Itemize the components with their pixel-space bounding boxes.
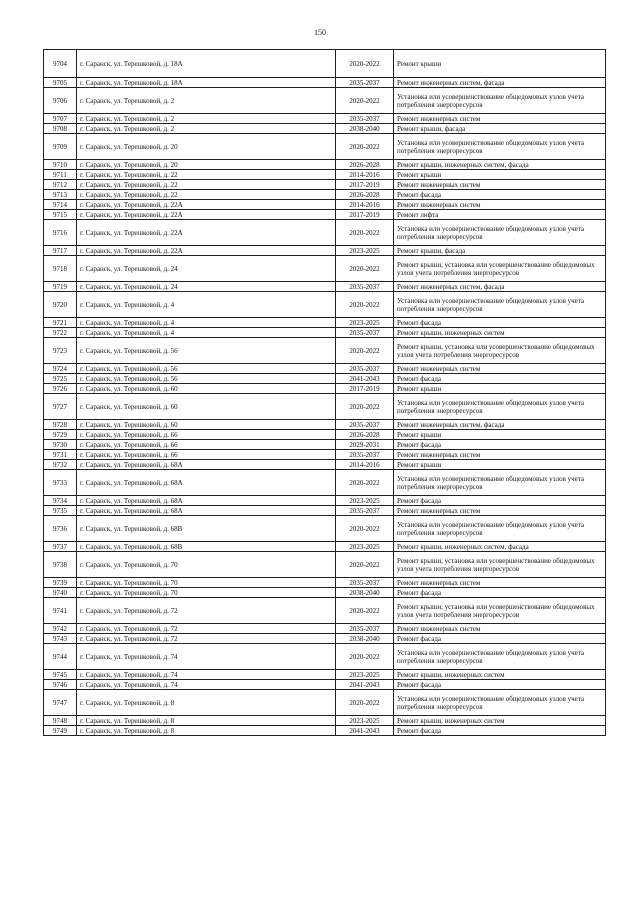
row-work-type: Ремонт фасада xyxy=(394,588,606,598)
row-number: 9718 xyxy=(44,256,77,282)
row-number: 9709 xyxy=(44,134,77,160)
row-period: 2020-2022 xyxy=(336,88,394,114)
row-work-type: Установка или усовершенствование общедомовых узлов учета потребления энергоресурсов xyxy=(394,644,606,670)
row-number: 9714 xyxy=(44,200,77,210)
row-number: 9739 xyxy=(44,578,77,588)
row-address: г. Саранск, ул. Терешковой, д. 56 xyxy=(77,374,336,384)
row-work-type: Ремонт инженерных систем xyxy=(394,506,606,516)
row-number: 9724 xyxy=(44,364,77,374)
row-work-type: Ремонт фасада xyxy=(394,680,606,690)
row-address: г. Саранск, ул. Терешковой, д. 4 xyxy=(77,318,336,328)
row-address: г. Саранск, ул. Терешковой, д. 2 xyxy=(77,88,336,114)
table-row xyxy=(44,624,606,634)
row-period: 2026-2028 xyxy=(336,160,394,170)
row-period: 2017-2019 xyxy=(336,384,394,394)
row-work-type: Ремонт крыши, установка или усовершенствование общедомовых узлов учета потребления энергоресурсов xyxy=(394,598,606,624)
row-work-type: Ремонт лифта xyxy=(394,210,606,220)
row-address: г. Саранск, ул. Терешковой, д. 22А xyxy=(77,246,336,256)
table-row xyxy=(44,328,606,338)
row-work-type: Ремонт инженерных систем xyxy=(394,364,606,374)
row-period: 2035-2037 xyxy=(336,328,394,338)
row-work-type: Ремонт крыши, установка или усовершенствование общедомовых узлов учета потребления энергоресурсов xyxy=(394,552,606,578)
row-work-type: Ремонт фасада xyxy=(394,318,606,328)
row-period: 2041-2043 xyxy=(336,726,394,736)
row-number: 9744 xyxy=(44,644,77,670)
table-row xyxy=(44,598,606,624)
table-row xyxy=(44,210,606,220)
table-row xyxy=(44,292,606,318)
row-period: 2035-2037 xyxy=(336,78,394,88)
row-period: 2041-2043 xyxy=(336,680,394,690)
row-period: 2035-2037 xyxy=(336,282,394,292)
row-number: 9738 xyxy=(44,552,77,578)
row-period: 2014-2016 xyxy=(336,170,394,180)
row-period: 2020-2022 xyxy=(336,552,394,578)
row-period: 2020-2022 xyxy=(336,644,394,670)
row-period: 2020-2022 xyxy=(336,50,394,78)
row-number: 9717 xyxy=(44,246,77,256)
row-period: 2023-2025 xyxy=(336,496,394,506)
row-address: г. Саранск, ул. Терешковой, д. 2 xyxy=(77,124,336,134)
row-number: 9747 xyxy=(44,690,77,716)
table-row xyxy=(44,670,606,680)
row-number: 9720 xyxy=(44,292,77,318)
table-row xyxy=(44,542,606,552)
row-work-type: Ремонт инженерных систем, фасада xyxy=(394,282,606,292)
table-row xyxy=(44,496,606,506)
row-number: 9729 xyxy=(44,430,77,440)
row-number: 9708 xyxy=(44,124,77,134)
row-number: 9737 xyxy=(44,542,77,552)
row-period: 2020-2022 xyxy=(336,394,394,420)
row-period: 2020-2022 xyxy=(336,256,394,282)
row-number: 9735 xyxy=(44,506,77,516)
row-work-type: Установка или усовершенствование общедомовых узлов учета потребления энергоресурсов xyxy=(394,220,606,246)
row-address: г. Саранск, ул. Терешковой, д. 68А xyxy=(77,506,336,516)
page-number: 150 xyxy=(314,28,326,37)
row-work-type: Ремонт фасада xyxy=(394,374,606,384)
table-row xyxy=(44,634,606,644)
row-address: г. Саранск, ул. Терешковой, д. 8 xyxy=(77,716,336,726)
row-address: г. Саранск, ул. Терешковой, д. 24 xyxy=(77,256,336,282)
row-number: 9730 xyxy=(44,440,77,450)
row-work-type: Ремонт крыши xyxy=(394,384,606,394)
row-work-type: Ремонт инженерных систем, фасада xyxy=(394,420,606,430)
row-work-type: Установка или усовершенствование общедомовых узлов учета потребления энергоресурсов xyxy=(394,134,606,160)
row-work-type: Ремонт крыши xyxy=(394,50,606,78)
row-work-type: Ремонт инженерных систем, фасада xyxy=(394,78,606,88)
table-row xyxy=(44,364,606,374)
row-period: 2035-2037 xyxy=(336,420,394,430)
table-row xyxy=(44,440,606,450)
row-address: г. Саранск, ул. Терешковой, д. 66 xyxy=(77,450,336,460)
row-address: г. Саранск, ул. Терешковой, д. 60 xyxy=(77,384,336,394)
table-row xyxy=(44,578,606,588)
table-row xyxy=(44,50,606,78)
row-number: 9741 xyxy=(44,598,77,624)
table-row xyxy=(44,180,606,190)
row-address: г. Саранск, ул. Терешковой, д. 56 xyxy=(77,364,336,374)
row-period: 2038-2040 xyxy=(336,634,394,644)
row-period: 2035-2037 xyxy=(336,578,394,588)
row-period: 2035-2037 xyxy=(336,450,394,460)
row-period: 2017-2019 xyxy=(336,210,394,220)
row-work-type: Ремонт крыши xyxy=(394,170,606,180)
row-address: г. Саранск, ул. Терешковой, д. 68А xyxy=(77,460,336,470)
row-work-type: Установка или усовершенствование общедомовых узлов учета потребления энергоресурсов xyxy=(394,292,606,318)
row-work-type: Ремонт крыши, инженерных систем, фасада xyxy=(394,160,606,170)
row-work-type: Установка или усовершенствование общедомовых узлов учета потребления энергоресурсов xyxy=(394,516,606,542)
row-number: 9719 xyxy=(44,282,77,292)
table-row xyxy=(44,552,606,578)
table-row xyxy=(44,246,606,256)
row-work-type: Ремонт инженерных систем xyxy=(394,624,606,634)
row-work-type: Ремонт инженерных систем xyxy=(394,450,606,460)
table-row xyxy=(44,190,606,200)
row-address: г. Саранск, ул. Терешковой, д. 60 xyxy=(77,394,336,420)
row-address: г. Саранск, ул. Терешковой, д. 74 xyxy=(77,680,336,690)
row-address: г. Саранск, ул. Терешковой, д. 4 xyxy=(77,292,336,318)
row-address: г. Саранск, ул. Терешковой, д. 72 xyxy=(77,598,336,624)
row-number: 9721 xyxy=(44,318,77,328)
row-period: 2035-2037 xyxy=(336,506,394,516)
row-work-type: Ремонт крыши, установка или усовершенствование общедомовых узлов учета потребления энергоресурсов xyxy=(394,338,606,364)
row-period: 2020-2022 xyxy=(336,598,394,624)
row-period: 2035-2037 xyxy=(336,364,394,374)
row-work-type: Ремонт крыши xyxy=(394,430,606,440)
row-period: 2017-2019 xyxy=(336,180,394,190)
row-period: 2035-2037 xyxy=(336,624,394,634)
row-number: 9740 xyxy=(44,588,77,598)
row-address: г. Саранск, ул. Терешковой, д. 72 xyxy=(77,634,336,644)
row-number: 9712 xyxy=(44,180,77,190)
row-number: 9733 xyxy=(44,470,77,496)
row-number: 9731 xyxy=(44,450,77,460)
table-row xyxy=(44,460,606,470)
table-row xyxy=(44,170,606,180)
table-row xyxy=(44,450,606,460)
row-address: г. Саранск, ул. Терешковой, д. 18А xyxy=(77,50,336,78)
row-number: 9745 xyxy=(44,670,77,680)
table-row xyxy=(44,338,606,364)
table-row xyxy=(44,282,606,292)
row-number: 9732 xyxy=(44,460,77,470)
row-address: г. Саранск, ул. Терешковой, д. 72 xyxy=(77,624,336,634)
row-number: 9706 xyxy=(44,88,77,114)
row-address: г. Саранск, ул. Терешковой, д. 70 xyxy=(77,552,336,578)
row-period: 2020-2022 xyxy=(336,134,394,160)
row-period: 2014-2016 xyxy=(336,200,394,210)
row-address: г. Саранск, ул. Терешковой, д. 22А xyxy=(77,220,336,246)
row-number: 9749 xyxy=(44,726,77,736)
row-number: 9722 xyxy=(44,328,77,338)
table-row xyxy=(44,394,606,420)
row-work-type: Ремонт инженерных систем xyxy=(394,578,606,588)
row-period: 2023-2025 xyxy=(336,670,394,680)
table-row xyxy=(44,420,606,430)
row-work-type: Ремонт фасада xyxy=(394,726,606,736)
row-address: г. Саранск, ул. Терешковой, д. 20 xyxy=(77,160,336,170)
row-address: г. Саранск, ул. Терешковой, д. 68В xyxy=(77,516,336,542)
row-address: г. Саранск, ул. Терешковой, д. 74 xyxy=(77,670,336,680)
row-work-type: Ремонт фасада xyxy=(394,440,606,450)
row-number: 9716 xyxy=(44,220,77,246)
row-number: 9728 xyxy=(44,420,77,430)
table-row xyxy=(44,160,606,170)
row-period: 2023-2025 xyxy=(336,318,394,328)
row-work-type: Установка или усовершенствование общедомовых узлов учета потребления энергоресурсов xyxy=(394,690,606,716)
row-period: 2035-2037 xyxy=(336,114,394,124)
row-work-type: Ремонт инженерных систем xyxy=(394,180,606,190)
row-period: 2038-2040 xyxy=(336,588,394,598)
row-number: 9711 xyxy=(44,170,77,180)
row-address: г. Саранск, ул. Терешковой, д. 8 xyxy=(77,690,336,716)
table-row xyxy=(44,134,606,160)
row-address: г. Саранск, ул. Терешковой, д. 68В xyxy=(77,542,336,552)
row-work-type: Ремонт крыши, инженерных систем, фасада xyxy=(394,542,606,552)
row-address: г. Саранск, ул. Терешковой, д. 22 xyxy=(77,180,336,190)
row-address: г. Саранск, ул. Терешковой, д. 18А xyxy=(77,78,336,88)
row-work-type: Установка или усовершенствование общедомовых узлов учета потребления энергоресурсов xyxy=(394,394,606,420)
row-period: 2041-2043 xyxy=(336,374,394,384)
row-number: 9734 xyxy=(44,496,77,506)
row-address: г. Саранск, ул. Терешковой, д. 22А xyxy=(77,210,336,220)
row-address: г. Саранск, ул. Терешковой, д. 4 xyxy=(77,328,336,338)
row-number: 9748 xyxy=(44,716,77,726)
row-address: г. Саранск, ул. Терешковой, д. 68А xyxy=(77,470,336,496)
row-number: 9725 xyxy=(44,374,77,384)
row-work-type: Ремонт крыши, инженерных систем xyxy=(394,670,606,680)
row-work-type: Ремонт крыши, фасада xyxy=(394,246,606,256)
table-row xyxy=(44,716,606,726)
row-work-type: Ремонт крыши, инженерных систем xyxy=(394,328,606,338)
table-row xyxy=(44,114,606,124)
row-number: 9746 xyxy=(44,680,77,690)
table-row xyxy=(44,470,606,496)
row-period: 2029-2031 xyxy=(336,440,394,450)
table-row xyxy=(44,516,606,542)
row-period: 2020-2022 xyxy=(336,292,394,318)
row-work-type: Ремонт фасада xyxy=(394,190,606,200)
row-period: 2014-2016 xyxy=(336,460,394,470)
row-period: 2020-2022 xyxy=(336,220,394,246)
row-number: 9707 xyxy=(44,114,77,124)
row-work-type: Ремонт фасада xyxy=(394,634,606,644)
row-period: 2020-2022 xyxy=(336,516,394,542)
row-address: г. Саранск, ул. Терешковой, д. 22 xyxy=(77,190,336,200)
row-address: г. Саранск, ул. Терешковой, д. 70 xyxy=(77,578,336,588)
row-period: 2020-2022 xyxy=(336,470,394,496)
row-period: 2023-2025 xyxy=(336,716,394,726)
row-period: 2026-2028 xyxy=(336,190,394,200)
row-address: г. Саранск, ул. Терешковой, д. 22А xyxy=(77,200,336,210)
row-work-type: Ремонт инженерных систем xyxy=(394,200,606,210)
table-row xyxy=(44,726,606,736)
row-period: 2020-2022 xyxy=(336,338,394,364)
table-row xyxy=(44,374,606,384)
table-row xyxy=(44,200,606,210)
row-work-type: Установка или усовершенствование общедомовых узлов учета потребления энергоресурсов xyxy=(394,88,606,114)
table-row xyxy=(44,430,606,440)
row-period: 2038-2040 xyxy=(336,124,394,134)
table-row xyxy=(44,690,606,716)
table-row xyxy=(44,588,606,598)
row-number: 9726 xyxy=(44,384,77,394)
row-number: 9705 xyxy=(44,78,77,88)
table-row xyxy=(44,220,606,246)
row-address: г. Саранск, ул. Терешковой, д. 20 xyxy=(77,134,336,160)
row-address: г. Саранск, ул. Терешковой, д. 22 xyxy=(77,170,336,180)
row-work-type: Ремонт крыши, инженерных систем xyxy=(394,716,606,726)
repair-schedule-table xyxy=(43,49,606,736)
row-work-type: Установка или усовершенствование общедомовых узлов учета потребления энергоресурсов xyxy=(394,470,606,496)
row-work-type: Ремонт инженерных систем xyxy=(394,114,606,124)
row-number: 9704 xyxy=(44,50,77,78)
row-work-type: Ремонт крыши xyxy=(394,460,606,470)
row-work-type: Ремонт крыши, установка или усовершенствование общедомовых узлов учета потребления энергоресурсов xyxy=(394,256,606,282)
row-number: 9710 xyxy=(44,160,77,170)
table-row xyxy=(44,680,606,690)
row-period: 2023-2025 xyxy=(336,246,394,256)
table-row xyxy=(44,256,606,282)
table-row xyxy=(44,124,606,134)
row-period: 2023-2025 xyxy=(336,542,394,552)
table-row xyxy=(44,506,606,516)
row-number: 9742 xyxy=(44,624,77,634)
row-address: г. Саранск, ул. Терешковой, д. 66 xyxy=(77,430,336,440)
row-work-type: Ремонт фасада xyxy=(394,496,606,506)
row-address: г. Саранск, ул. Терешковой, д. 2 xyxy=(77,114,336,124)
row-address: г. Саранск, ул. Терешковой, д. 74 xyxy=(77,644,336,670)
row-address: г. Саранск, ул. Терешковой, д. 56 xyxy=(77,338,336,364)
row-period: 2026-2028 xyxy=(336,430,394,440)
row-address: г. Саранск, ул. Терешковой, д. 24 xyxy=(77,282,336,292)
row-period: 2020-2022 xyxy=(336,690,394,716)
row-address: г. Саранск, ул. Терешковой, д. 66 xyxy=(77,440,336,450)
row-address: г. Саранск, ул. Терешковой, д. 60 xyxy=(77,420,336,430)
row-number: 9736 xyxy=(44,516,77,542)
row-number: 9743 xyxy=(44,634,77,644)
table-row xyxy=(44,384,606,394)
row-number: 9727 xyxy=(44,394,77,420)
row-number: 9715 xyxy=(44,210,77,220)
row-work-type: Ремонт крыши, фасада xyxy=(394,124,606,134)
table-row xyxy=(44,644,606,670)
row-address: г. Саранск, ул. Терешковой, д. 8 xyxy=(77,726,336,736)
row-number: 9713 xyxy=(44,190,77,200)
row-address: г. Саранск, ул. Терешковой, д. 68А xyxy=(77,496,336,506)
table-body xyxy=(44,50,606,736)
table-row xyxy=(44,318,606,328)
row-address: г. Саранск, ул. Терешковой, д. 70 xyxy=(77,588,336,598)
table-row xyxy=(44,88,606,114)
row-number: 9723 xyxy=(44,338,77,364)
table-row xyxy=(44,78,606,88)
